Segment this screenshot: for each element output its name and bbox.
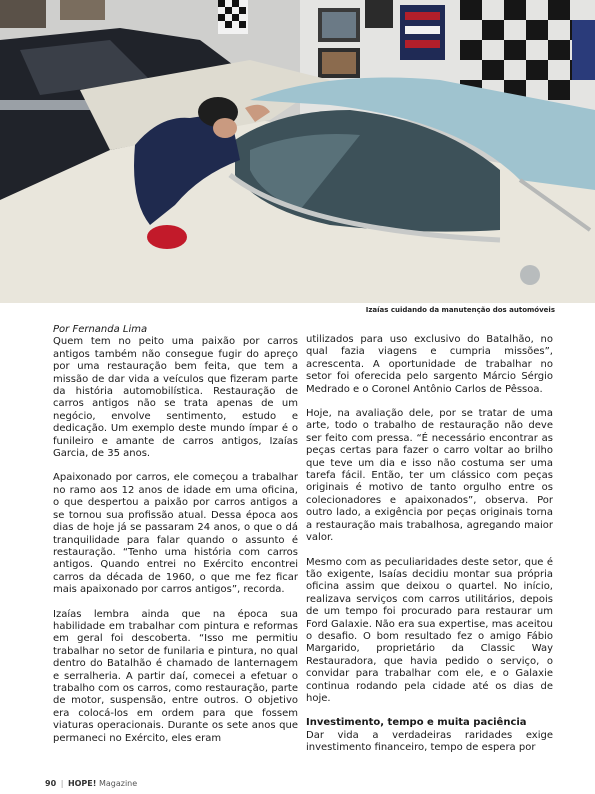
photo-illustration: [0, 0, 595, 303]
article-paragraph: Mesmo com as peculiaridades deste setor, que é tão exigente, Isaías decidiu montar sua própria oficina assim que deixou o quartel. No início, realizava serviços com carros utilitários, depois de um tempo foi procurado para restaurar um Ford Galaxie. Não era sua expertise, mas aceitou o desafio. O bom resultado fez o amigo Fábio Margarido, proprietário da Classic Way Restauradora, que havia pedido o serviço, o convidar para trabalhar com ele, e o Galaxie continua rodando pela cidade até os dias de hoje.: [306, 556, 553, 704]
magazine-brand: HOPE!: [67, 779, 97, 788]
article-paragraph: Dar vida a verdadeiras raridades exige investimento financeiro, tempo de espera por: [306, 729, 553, 754]
article-photo: [0, 0, 595, 303]
page-number: 90: [45, 779, 57, 788]
article-paragraph: Quem tem no peito uma paixão por carros antigos também não consegue fugir do apreço por uma restauração bem feita, que tem a missão de dar vida a veículos que fizeram parte da história automobilística. Restauração de carros antigos não se trata apenas de um negócio, envolve sentimento, estudo e dedicação. Um exemplo deste mundo ímpar é o funileiro e amante de carros antigos, Izaías Garcia, de 35 anos.: [53, 336, 298, 460]
magazine-section: Magazine: [98, 779, 138, 788]
article-paragraph: Izaías lembra ainda que na época sua habilidade em trabalhar com pintura e reformas em geral foi descoberta. “Isso me permitiu trabalhar no setor de funilaria e pintura, no qual dentro do Batalhão é chamado de lanternagem e serralheria. A partir daí, comecei a efetuar o trabalho com os carros, como restauração, parte de motor, suspensão, entre outros. O objetivo era colocá-los em ordem para que fossem viaturas operacionais. Durante os sete anos que permaneci no Exército, eles eram: [53, 608, 298, 744]
article-column-right: [306, 334, 553, 755]
byline: Por Fernanda Lima: [53, 324, 148, 335]
footer-separator: |: [60, 779, 64, 788]
article-column-left: [53, 324, 298, 745]
page-footer: [45, 779, 137, 788]
article-paragraph: utilizados para uso exclusivo do Batalhão, no qual fazia viagens e cumpria missões”, acrescenta. A oportunidade de trabalhar no setor foi oferecida pelo sargento Márcio Sérgio Medrado e o Coronel Antônio Carlos de Pêssoa.: [306, 334, 553, 395]
article-paragraph: Apaixonado por carros, ele começou a trabalhar no ramo aos 12 anos de idade em uma oficina, o que despertou a paixão por carros antigos a se tornou sua profissão atual. Dessa época aos dias de hoje já se passaram 24 anos, o que o dá tranquilidade para falar quando o assunto é restauração. “Tenho uma história com carros antigos. Quando entrei no Exército encontrei carros da década de 1960, o que me fez ficar mais apaixonado por carros antigos”, recorda.: [53, 472, 298, 596]
section-subheading: Investimento, tempo e muita paciência: [306, 717, 527, 729]
photo-caption: Izaías cuidando da manutenção dos automóveis: [365, 306, 555, 314]
article-paragraph: Hoje, na avaliação dele, por se tratar de uma arte, todo o trabalho de restauração não deve ser feito com pressa. “É necessário encontrar as peças certas para fazer o carro voltar ao brilho que teve um dia e isso não costuma ser uma tarefa fácil. Então, ter um clássico com peças originais é motivo de tanto orgulho entre os colecionadores e apaixonados”, observa. Por outro lado, a exigência por peças originais torna a restauração mais trabalhosa, agregando maior valor.: [306, 408, 553, 544]
flag-small: [218, 0, 248, 34]
